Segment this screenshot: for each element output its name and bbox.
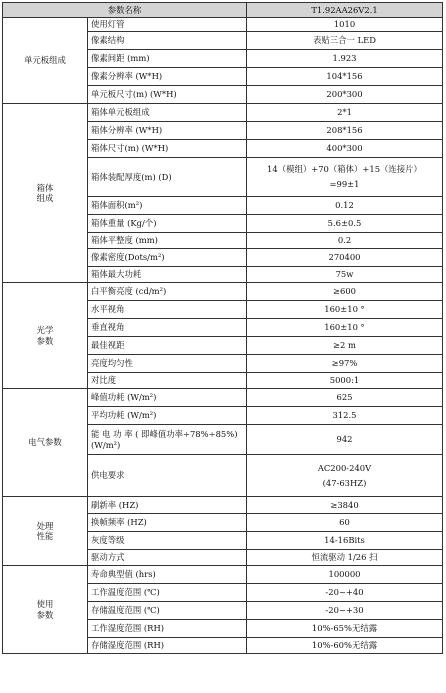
spec-table-body — [3, 3, 443, 654]
param-value-text: -20~+30 — [325, 605, 364, 616]
param-name-text: 工作湿度范围 (RH) — [91, 623, 165, 634]
header-param-name: 参数名称 — [3, 3, 247, 18]
param-name-text: 刷新率 (HZ) — [91, 499, 139, 510]
param-value-text: 1.923 — [332, 53, 357, 64]
param-value — [247, 18, 443, 32]
param-name-text: 最佳视距 — [91, 340, 125, 351]
group-label-line: 参数 — [36, 609, 54, 620]
param-value — [247, 455, 443, 497]
param-name — [88, 50, 247, 68]
param-name — [88, 18, 247, 32]
param-name — [88, 355, 247, 373]
param-name — [88, 389, 247, 407]
param-name-text: 驱动方式 — [91, 552, 125, 563]
param-value — [247, 249, 443, 267]
param-name-text: 换帧频率 (HZ) — [91, 517, 147, 528]
param-value — [247, 355, 443, 373]
param-value-text: 0.12 — [335, 200, 354, 211]
param-value — [247, 68, 443, 86]
group-label — [3, 104, 88, 283]
param-name — [88, 68, 247, 86]
param-value — [247, 550, 443, 566]
table-row — [3, 389, 443, 407]
param-value-text: -20~+40 — [325, 587, 364, 598]
param-name — [88, 319, 247, 337]
param-value-text: 14（模组）+70（箱体）+15（连接片） — [267, 164, 422, 174]
param-value-text: 5.6±0.5 — [327, 218, 362, 229]
param-value — [247, 140, 443, 158]
param-value — [247, 32, 443, 50]
param-name — [88, 337, 247, 355]
param-value — [247, 602, 443, 620]
param-name-text: 像素间距 (mm) — [91, 53, 150, 64]
param-name-text: 使用灯管 — [91, 19, 125, 30]
table-row — [3, 497, 443, 514]
param-value — [247, 514, 443, 532]
param-name — [88, 140, 247, 158]
group-label — [3, 497, 88, 566]
param-value-text: 208*156 — [326, 125, 363, 136]
param-name — [88, 122, 247, 140]
group-label-text — [28, 437, 62, 448]
table-row — [3, 18, 443, 32]
param-value-text: 10%-60%无结露 — [311, 640, 378, 651]
param-name — [88, 455, 247, 497]
param-value-text: ≥3840 — [330, 499, 359, 510]
param-value-text: 表贴三合一 LED — [313, 35, 376, 46]
param-value — [247, 158, 443, 197]
param-value — [247, 638, 443, 654]
param-value-text: AC200-240V — [317, 462, 372, 473]
param-name — [88, 215, 247, 233]
param-value — [247, 215, 443, 233]
param-name-text: 供电要求 — [91, 470, 125, 481]
param-name — [88, 407, 247, 425]
param-value — [247, 566, 443, 584]
param-value-text: =99±1 — [329, 179, 360, 189]
param-value-text: 270400 — [328, 252, 361, 263]
param-name — [88, 532, 247, 550]
param-value — [247, 86, 443, 104]
param-value-text: (47-63HZ) — [322, 477, 367, 488]
param-name-text: 寿命典型值 (hrs) — [91, 569, 156, 580]
param-name — [88, 584, 247, 602]
param-value-text: 312.5 — [332, 410, 357, 421]
param-name — [88, 233, 247, 249]
param-value — [247, 283, 443, 301]
group-label-line: 性能 — [36, 531, 54, 541]
param-name-text: 对比度 — [91, 375, 117, 386]
param-value — [247, 267, 443, 283]
param-name-text: 水平视角 — [91, 304, 125, 315]
param-name-text: 箱体分辨率 (W*H) — [91, 125, 163, 136]
param-name-text: 箱体装配厚度(m) (D) — [91, 171, 172, 182]
param-value-text: 104*156 — [326, 71, 363, 82]
param-value-text: 400*300 — [326, 143, 363, 154]
param-name-text: 垂直视角 — [91, 322, 125, 333]
param-value-text: 75w — [335, 269, 354, 280]
param-name-text: 能 电 功 率 ( 即峰值功率÷78%÷85%) — [91, 429, 238, 439]
param-value — [247, 337, 443, 355]
param-name-text: 箱体重量 (Kg/个) — [91, 218, 157, 229]
param-name-text: 箱体单元板组成 — [91, 107, 150, 118]
param-name-text: 像素密度(Dots/m²) — [91, 252, 165, 263]
param-name — [88, 158, 247, 197]
param-name-text: 平均功耗 (W/m²) — [91, 410, 157, 421]
param-name — [88, 249, 247, 267]
group-label-line: 光学 — [36, 325, 54, 335]
group-label — [3, 18, 88, 104]
param-name-text: 箱体平整度 (mm) — [91, 235, 158, 246]
param-value-text: ≥97% — [331, 358, 358, 369]
param-value — [247, 497, 443, 514]
param-value-text: 1010 — [333, 19, 356, 30]
group-label — [3, 389, 88, 497]
param-value-text: 14-16Bits — [324, 535, 365, 546]
group-label-text — [37, 325, 54, 346]
param-value — [247, 197, 443, 215]
param-name — [88, 497, 247, 514]
group-label-line: 组成 — [36, 193, 54, 203]
param-value-text: 942 — [336, 434, 353, 445]
param-value-text: ≥600 — [332, 286, 356, 297]
param-value-text: ≥2 m — [333, 340, 356, 351]
param-name-text: 单元板尺寸(m) (W*H) — [91, 89, 177, 100]
param-value-text: 100000 — [328, 569, 361, 580]
param-name — [88, 638, 247, 654]
table-row — [3, 283, 443, 301]
param-name — [88, 566, 247, 584]
param-name-text: 白平衡亮度 (cd/m²) — [91, 286, 167, 297]
param-name — [88, 32, 247, 50]
param-value — [247, 104, 443, 122]
param-value — [247, 122, 443, 140]
param-value — [247, 425, 443, 455]
param-value-text: 5000:1 — [329, 375, 360, 386]
group-label-line: 参数 — [36, 335, 54, 346]
param-name-text: 工作温度范围 (℃) — [91, 587, 160, 598]
param-name — [88, 267, 247, 283]
param-value-text: 160±10 ° — [324, 304, 365, 315]
param-value — [247, 233, 443, 249]
param-value — [247, 584, 443, 602]
group-label-line: 处理 — [36, 520, 54, 531]
param-value-text: 60 — [339, 517, 350, 528]
param-name-text: 存储温度范围 (℃) — [91, 605, 160, 616]
param-name-text: 箱体尺寸(m) (W*H) — [91, 143, 169, 154]
group-label-text — [37, 183, 54, 204]
param-value — [247, 50, 443, 68]
param-name-text: 峰值功耗 (W/m²) — [91, 392, 157, 403]
group-label-line: 电气参数 — [28, 437, 62, 448]
group-label — [3, 566, 88, 654]
param-name-text: 像素结构 — [91, 35, 125, 46]
param-name-text: 像素分辨率 (W*H) — [91, 71, 163, 82]
param-value — [247, 620, 443, 638]
param-name — [88, 550, 247, 566]
param-name — [88, 425, 247, 455]
param-name — [88, 86, 247, 104]
spec-table — [2, 2, 443, 654]
group-label-line: 箱体 — [36, 182, 54, 193]
param-name-text: 亮度均匀性 — [91, 358, 133, 369]
group-label-line: 单元板组成 — [24, 55, 66, 66]
param-value-text: 10%-65%无结露 — [311, 623, 378, 634]
param-value — [247, 319, 443, 337]
param-value — [247, 407, 443, 425]
group-label-text — [37, 599, 54, 620]
param-value — [247, 301, 443, 319]
param-value-text: 625 — [336, 392, 353, 403]
param-name — [88, 283, 247, 301]
param-name — [88, 620, 247, 638]
param-value — [247, 389, 443, 407]
header-model: T1.92AA26V2.1 — [247, 3, 443, 18]
param-name-text: 灰度等级 — [91, 535, 125, 546]
param-name-text: 箱体最大功耗 — [91, 269, 142, 280]
group-label-text — [24, 55, 66, 66]
param-name — [88, 514, 247, 532]
param-name — [88, 373, 247, 389]
param-value — [247, 373, 443, 389]
param-value-text: 恒流驱动 1/26 扫 — [311, 552, 378, 563]
param-value-text: 160±10 ° — [324, 322, 365, 333]
table-row — [3, 104, 443, 122]
param-name — [88, 104, 247, 122]
spec-sheet — [2, 2, 442, 654]
param-name-text: 存储湿度范围 (RH) — [91, 640, 165, 651]
param-value — [247, 532, 443, 550]
param-name — [88, 602, 247, 620]
group-label-line: 使用 — [36, 599, 54, 609]
param-value-text: 2*1 — [337, 107, 352, 118]
group-label-text — [37, 521, 54, 542]
param-value-text: 0.2 — [337, 235, 352, 246]
param-name-unit: (W/m²) — [91, 439, 121, 450]
table-row — [3, 566, 443, 584]
param-name — [88, 197, 247, 215]
group-label — [3, 283, 88, 389]
header-row — [3, 3, 443, 18]
param-value-text: 200*300 — [326, 89, 363, 100]
param-name-text: 箱体面积(m²) — [91, 200, 143, 211]
param-name — [88, 301, 247, 319]
